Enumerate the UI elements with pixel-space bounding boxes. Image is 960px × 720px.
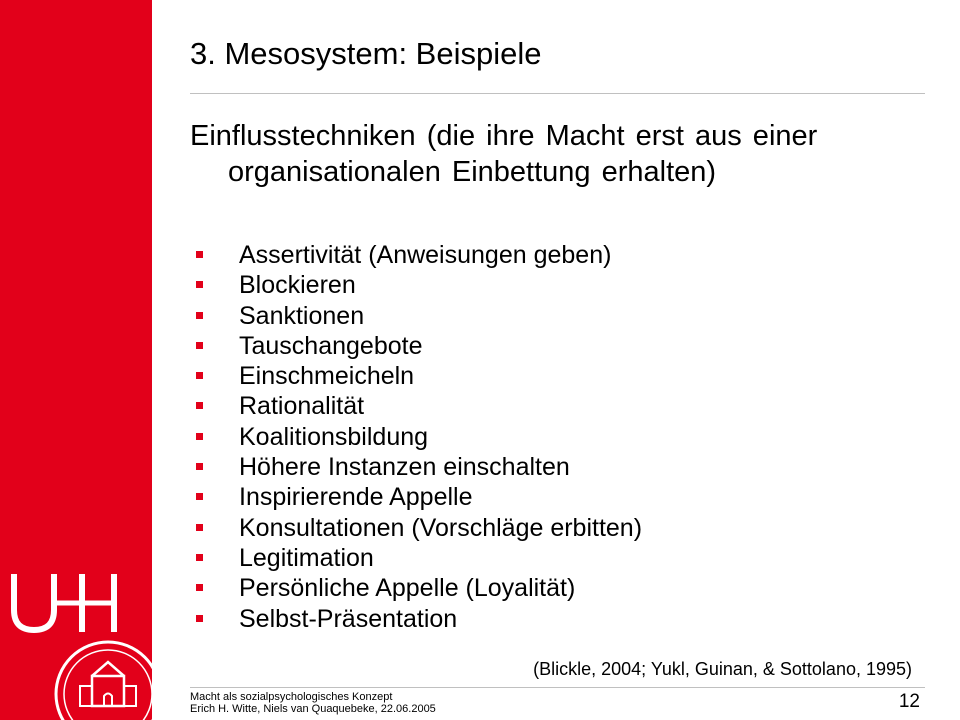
list-item-label: Persönliche Appelle (Loyalität) (239, 574, 576, 603)
square-bullet-icon (196, 281, 203, 288)
hamburg-seal-icon (52, 638, 152, 720)
square-bullet-icon (196, 615, 203, 622)
list-item (192, 513, 642, 543)
footer-credits (190, 691, 436, 715)
list-item-label: Einschmeicheln (239, 362, 415, 391)
list-item-label: Assertivität (Anweisungen geben) (239, 241, 612, 269)
list-item (192, 301, 642, 331)
list-item-label: Inspirierende Appelle (239, 483, 473, 512)
list-item-label: Sanktionen (239, 301, 365, 330)
list-item-label: Tauschangebote (239, 331, 423, 360)
list-item-label: Koalitionsbildung (239, 422, 429, 451)
list-item-label: Rationalität (239, 392, 365, 421)
citation: (Blickle, 2004; Yukl, Guinan, & Sottolano, 1995) (533, 659, 912, 679)
footer-divider (190, 687, 925, 688)
square-bullet-icon (196, 312, 203, 319)
square-bullet-icon (196, 584, 203, 591)
page-number: 12 (898, 691, 920, 712)
uhh-logo-icon (10, 570, 122, 634)
sidebar-band (0, 0, 152, 720)
title-divider (190, 93, 925, 94)
square-bullet-icon (196, 524, 203, 531)
square-bullet-icon (196, 493, 203, 500)
list-item (192, 573, 642, 603)
square-bullet-icon (196, 372, 203, 379)
list-item (192, 361, 642, 391)
list-item-label: Selbst-Präsentation (239, 604, 458, 633)
slide-title: 3. Mesosystem: Beispiele (190, 36, 542, 71)
list-item (192, 270, 642, 300)
list-item-label: Legitimation (239, 543, 374, 572)
square-bullet-icon (196, 251, 203, 258)
list-item (192, 240, 642, 270)
technique-list (192, 240, 642, 634)
list-item (192, 422, 642, 452)
list-item (192, 543, 642, 573)
list-item (192, 452, 642, 482)
square-bullet-icon (196, 342, 203, 349)
square-bullet-icon (196, 554, 203, 561)
list-item (192, 331, 642, 361)
list-item-label: Konsultationen (Vorschläge erbitten) (239, 513, 643, 542)
square-bullet-icon (196, 463, 203, 470)
footer-line-title: Macht als sozialpsychologisches Konzept (190, 691, 393, 703)
square-bullet-icon (196, 433, 203, 440)
square-bullet-icon (196, 402, 203, 409)
footer-line-authors: Erich H. Witte, Niels van Quaquebeke, 22.06.2005 (190, 703, 436, 715)
list-item-label: Blockieren (239, 271, 356, 300)
section-heading: Einflusstechniken (die ihre Macht erst aus einer organisationalen Einbettung erhalten) (190, 120, 818, 188)
list-item (192, 482, 642, 512)
list-item (192, 604, 642, 634)
list-item (192, 391, 642, 421)
list-item-label: Höhere Instanzen einschalten (239, 453, 570, 482)
